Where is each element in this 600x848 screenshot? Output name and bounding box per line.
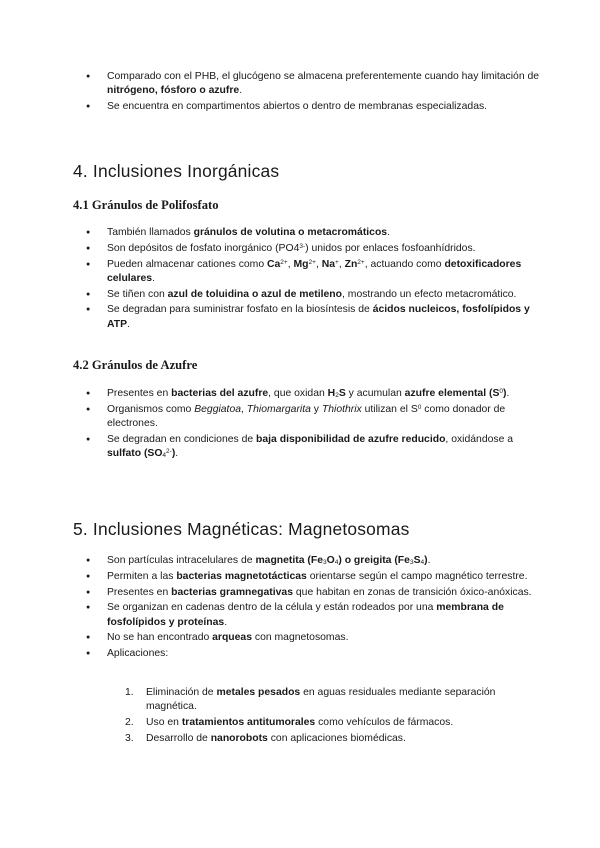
- text: Se encuentra en compartimentos abiertos o dentro de membranas especializadas.: [107, 101, 488, 112]
- list-item: [73, 226, 547, 240]
- bold-text: S: [338, 388, 346, 399]
- bold-text: sulfato (SO: [107, 448, 163, 459]
- subscript: 4: [162, 452, 167, 459]
- subsection-heading-4-1: 4.1 Gránulos de Polifosfato: [73, 198, 219, 212]
- bold-text: H: [327, 388, 336, 399]
- text: ,: [338, 258, 345, 270]
- text: Uso en: [146, 717, 182, 728]
- text: en aguas residuales mediante separación magnética.: [146, 687, 496, 713]
- bold-text: membrana de fosfolípidos y proteínas: [107, 602, 504, 628]
- text: .: [427, 555, 431, 566]
- text: ,: [287, 258, 294, 270]
- list-item: [73, 387, 547, 401]
- section-heading-4: 4. Inclusiones Inorgánicas: [73, 161, 280, 181]
- bold-text: Zn: [344, 258, 358, 270]
- subscript: 3: [323, 559, 327, 566]
- text: ) unidos por enlaces fosfoanhídridos.: [305, 242, 476, 254]
- text: 4: [293, 242, 300, 254]
- text: ,: [241, 403, 247, 415]
- section-heading-5: 5. Inclusiones Magnéticas: Magnetosomas: [73, 519, 410, 539]
- text: .: [152, 272, 155, 284]
- bold-text: ): [171, 448, 176, 459]
- text: Se degradan en condiciones de: [107, 433, 257, 445]
- text: , mostrando un efecto metacromático.: [342, 288, 517, 300]
- list-item: [73, 303, 547, 331]
- bold-text: magnetita (Fe: [255, 555, 323, 566]
- superscript: 2+: [357, 258, 365, 266]
- superscript: 0: [417, 403, 422, 411]
- bold-text: ): [424, 555, 428, 566]
- text: .: [127, 318, 130, 330]
- superscript: 3-: [299, 242, 306, 250]
- list-item: [73, 100, 547, 114]
- text: Se tiñen con: [107, 288, 168, 300]
- subscript: 2: [335, 392, 339, 399]
- bold-text: azul de toluidina o azul de metileno: [167, 288, 343, 300]
- superscript: 0: [499, 388, 503, 395]
- item-number: 3.: [125, 732, 134, 744]
- list-item: [73, 716, 546, 730]
- text: orientarse según el campo magnético terrestre.: [306, 570, 528, 582]
- item-number: 2.: [125, 717, 134, 728]
- list-item: [73, 570, 547, 584]
- bold-text: tratamientos antitumorales: [181, 717, 316, 728]
- list-item: [73, 403, 547, 431]
- list-item: [73, 647, 547, 661]
- italic-text: Beggiatoa: [194, 403, 242, 415]
- text: Comparado con el PHB, el glucógeno se almacena preferentemente cuando hay limitación de: [107, 71, 540, 82]
- text: No se han encontrado: [107, 632, 213, 644]
- bold-text: nanorobots: [210, 732, 268, 744]
- superscript: +: [335, 258, 339, 266]
- text: utilizan el S: [361, 403, 418, 415]
- bold-text: arqueas: [212, 632, 252, 644]
- list-item: [73, 732, 546, 746]
- list-item: [73, 433, 547, 461]
- text: .: [224, 616, 228, 628]
- superscript: 2+: [280, 258, 288, 266]
- list-item: [73, 631, 547, 645]
- text: .: [387, 227, 390, 238]
- text: Desarrollo de: [146, 732, 211, 744]
- bold-text: bacterias gramnegativas: [171, 586, 293, 598]
- azufre-list: [0, 387, 600, 463]
- text: con magnetosomas.: [252, 632, 349, 644]
- bold-text: ácidos nucleicos, fosfolípidos y ATP: [107, 304, 530, 330]
- text: Organismos como: [107, 403, 195, 415]
- bold-text: metales pesados: [216, 687, 301, 698]
- text: , oxidándose a: [445, 433, 514, 445]
- text: Eliminación de: [146, 687, 217, 698]
- text: Permiten a las: [107, 570, 177, 582]
- text: y: [310, 403, 322, 415]
- text: como vehículos de fármacos.: [315, 717, 454, 728]
- bold-text: bacterias magnetotácticas: [176, 570, 307, 582]
- bold-text: baja disponibilidad de azufre reducido: [256, 433, 446, 445]
- text: como donador de electrones.: [107, 403, 506, 429]
- text: Se organizan en cadenas dentro de la célula y están rodeados por una: [107, 602, 437, 614]
- text: y acumulan: [345, 388, 405, 399]
- list-item: [73, 554, 547, 568]
- list-item: [73, 686, 546, 714]
- text: .: [506, 388, 510, 399]
- subscript: 4: [420, 559, 425, 566]
- list-item: [73, 242, 547, 256]
- text: También llamados: [107, 227, 194, 238]
- bold-text: Na: [321, 258, 336, 270]
- text: Se degradan para suministrar fosfato en la biosíntesis de: [107, 304, 373, 316]
- bold-text: gránulos de volutina o metacromáticos: [193, 227, 388, 238]
- text: Pueden almacenar cationes como: [107, 258, 267, 270]
- bold-text: S: [413, 555, 421, 566]
- aplicaciones-list: [0, 686, 600, 748]
- text: Presentes en: [107, 388, 172, 399]
- list-item: [73, 258, 547, 286]
- list-item: [73, 601, 547, 629]
- text: Presentes en: [107, 586, 172, 598]
- magnetosomas-list: [0, 554, 600, 663]
- italic-text: Thiomargarita: [246, 403, 311, 415]
- text: .: [175, 448, 179, 459]
- bold-text: nitrógeno, fósforo o azufre: [107, 85, 240, 97]
- subscript: 4: [334, 559, 339, 566]
- list-item: [73, 70, 547, 98]
- subscript: 3: [409, 559, 414, 566]
- text: , que oxidan: [268, 388, 328, 399]
- text: Son partículas intracelulares de: [107, 555, 256, 566]
- list-item: [73, 288, 547, 302]
- list-item: [73, 586, 547, 600]
- bold-text: O: [326, 555, 335, 566]
- bold-text: ) o greigita (Fe: [338, 555, 410, 566]
- bold-text: azufre elemental (S: [404, 388, 500, 399]
- bold-text: Ca: [267, 258, 281, 270]
- text: , actuando como: [364, 258, 445, 270]
- bold-text: ): [503, 388, 507, 399]
- superscript: 2+: [308, 258, 316, 266]
- polifosfato-list: [0, 226, 600, 333]
- intro-list: [0, 70, 600, 116]
- text: ,: [315, 258, 322, 270]
- italic-text: Thiothrix: [321, 403, 362, 415]
- subsection-heading-4-2: 4.2 Gránulos de Azufre: [73, 358, 198, 372]
- bold-text: detoxificadores celulares: [107, 258, 522, 284]
- text: con aplicaciones biomédicas.: [267, 732, 406, 744]
- text: que habitan en zonas de transición óxico-anóxicas.: [293, 586, 532, 598]
- text: Aplicaciones:: [107, 648, 169, 660]
- bold-text: bacterias del azufre: [171, 388, 269, 399]
- bold-text: Mg: [293, 258, 309, 270]
- superscript: 2-: [166, 448, 172, 455]
- text: .: [239, 85, 243, 97]
- item-number: 1.: [125, 687, 134, 698]
- text: Son depósitos de fosfato inorgánico (PO: [107, 242, 294, 254]
